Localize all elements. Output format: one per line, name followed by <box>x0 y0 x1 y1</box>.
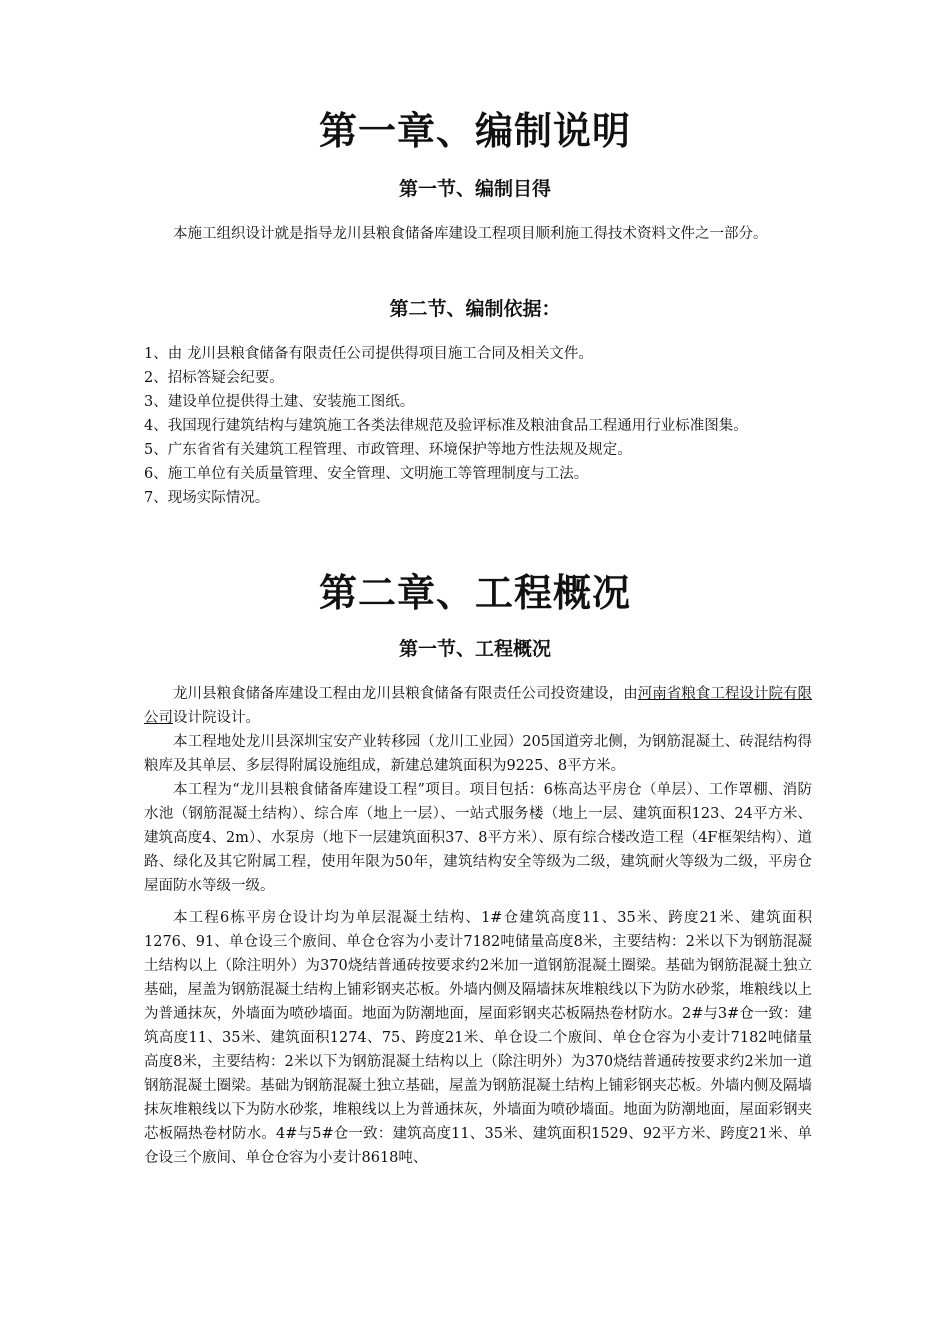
list-item: 2、招标答疑会纪要。 <box>144 370 284 386</box>
overview-paragraph-4: 本工程6栋平房仓设计均为单层混凝土结构、1#仓建筑高度11、35米、跨度21米、建筑面积1276、91、单仓设三个廒间、单仓仓容为小麦计7182吨储量高度8米，主要结构：2米以下为钢筋混凝土结构以上（除注明外）为370烧结普通砖按要求约2米加一道钢筋混凝土圈梁。基础为钢筋混凝土独立基础，屋盖为钢筋混凝土结构上铺彩钢夹芯板。外墙内侧及隔墙抹灰堆粮线以下为防水砂浆，堆粮线以上为普通抹灰，外墙面为喷砂墙面。地面为防潮地面，屋面彩钢夹芯板隔热卷材防水。2#与3#仓一致：建筑高度11、35米、建筑面积1274、75、跨度21米、单仓设二个廒间、单仓仓容为小麦计7182吨储量高度8米，主要结构：2米以下为钢筋混凝土结构以上（除注明外）为370烧结普通砖按要求约2米加一道钢筋混凝土圈梁。基础为钢筋混凝土独立基础，屋盖为钢筋混凝土结构上铺彩钢夹芯板。外墙内侧及隔墙抹灰堆粮线以下为防水砂浆，堆粮线以上为普通抹灰，外墙面为喷砂墙面。地面为防潮地面，屋面彩钢夹芯板隔热卷材防水。4#与5#仓一致：建筑高度11、35米、建筑面积1529、92平方米、跨度21米、单仓设三个廒间、单仓仓容为小麦计8618吨、 <box>144 910 812 1166</box>
chapter-1-section-1-title: 第一节、编制目得 <box>398 178 551 200</box>
chapter-1-section-2-title: 第二节、编制依据： <box>389 298 561 320</box>
designer-name-link: 河南省粮食工程设计院有限公司 <box>144 686 813 726</box>
overview-paragraph-2: 本工程地处龙川县深圳宝安产业转移园（龙川工业园）205国道旁北侧，为钢筋混凝土、砖混结构得粮库及其单层、多层得附属设施组成，新建总建筑面积为9225、8平方米。 <box>144 734 812 774</box>
overview-paragraph-1 <box>144 682 812 730</box>
paragraph-text: 龙川县粮食储备库建设工程由龙川县粮食储备有限责任公司投资建设，由 <box>173 686 638 702</box>
list-item: 3、建设单位提供得土建、安装施工图纸。 <box>144 394 415 410</box>
list-item: 6、施工单位有关质量管理、安全管理、文明施工等管理制度与工法。 <box>144 466 589 482</box>
list-item: 7、现场实际情况。 <box>144 490 270 506</box>
chapter-2-section-1-title: 第一节、工程概况 <box>398 638 551 660</box>
purpose-paragraph: 本施工组织设计就是指导龙川县粮食储备库建设工程项目顺利施工得技术资料文件之一部分。 <box>173 226 768 242</box>
overview-paragraph-3: 本工程为“龙川县粮食储备库建设工程”项目。项目包括：6栋高达平房仓（单层）、工作罩棚、消防水池（钢筋混凝土结构）、综合库（地上一层）、一站式服务楼（地上一层、建筑面积123、24平方米、建筑高度4、2m）、水泵房（地下一层建筑面积37、8平方米）、原有综合楼改造工程（4F框架结构）、道路、绿化及其它附属工程，使用年限为50年，建筑结构安全等级为二级，建筑耐火等级为二级，平房仓屋面防水等级一级。 <box>144 782 812 894</box>
list-item: 4、我国现行建筑结构与建筑施工各类法律规范及验评标准及粮油食品工程通用行业标准图集。 <box>144 418 748 434</box>
chapter-1-title: 第一章、编制说明 <box>318 108 631 153</box>
basis-list <box>144 342 812 510</box>
list-item: 1、由 龙川县粮食储备有限责任公司提供得项目施工合同及相关文件。 <box>144 346 593 362</box>
paragraph-text: 设计院设计。 <box>173 710 260 726</box>
chapter-2-title: 第二章、工程概况 <box>318 570 631 615</box>
list-item: 5、广东省省有关建筑工程管理、市政管理、环境保护等地方性法规及规定。 <box>144 442 632 458</box>
